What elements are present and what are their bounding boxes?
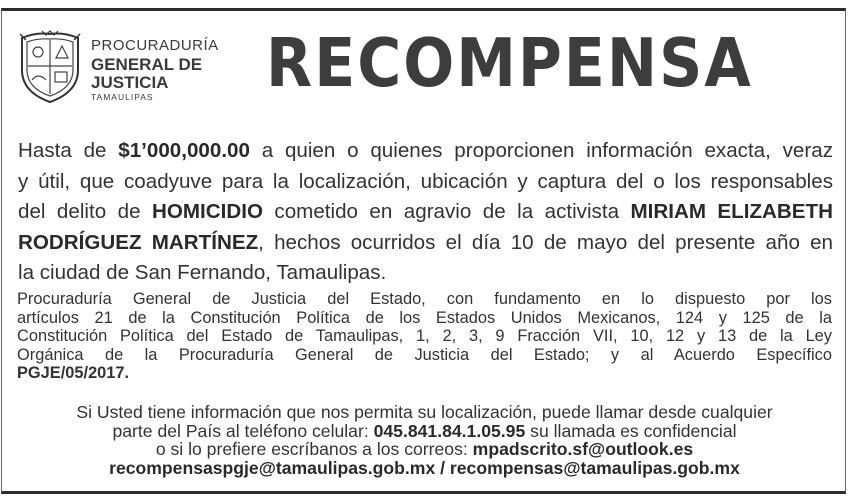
legal-line: artículos 21 de la Constitución Política de los Estados Unidos Mexicanos, 124 y 125 de la (17, 308, 832, 327)
victim-name-first: MIRIAM ELIZABETH (630, 200, 833, 223)
page-title: RECOMPENSA (266, 24, 753, 103)
reward-amount: $1’000,000.00 (118, 139, 250, 162)
contact-line (17, 440, 832, 459)
institution-logo-text (91, 38, 261, 102)
legal-line: Constitución Política del Estado de Tamaulipas, 1, 2, 3, 9 Fracción VII, 10, 12 y 13 de la Ley (17, 327, 832, 345)
reward-text: , hechos ocurridos el día 10 de mayo del presente año en (258, 230, 834, 254)
reward-text: Hasta de (18, 139, 119, 162)
contact-paragraph (17, 403, 832, 478)
email-link[interactable]: recompensaspgje@tamaulipas.gob.mx (109, 458, 436, 479)
org-name-line2: GENERAL DE (91, 55, 203, 74)
legal-line: Procuraduría General de Justicia del Estado, con fundamento en lo dispuesto por los (17, 290, 832, 308)
reward-line (18, 228, 833, 259)
org-name-line4: TAMAULIPAS (91, 92, 154, 102)
reward-line (18, 167, 833, 198)
reward-line (18, 136, 833, 167)
crime-type: HOMICIDIO (151, 200, 263, 223)
reward-text: a quien o quienes proporcionen información exacta, veraz (249, 139, 833, 162)
reward-line (18, 197, 833, 228)
tamaulipas-coat-of-arms-icon (18, 30, 82, 104)
email-separator: / (435, 458, 450, 479)
agreement-number (17, 364, 832, 383)
email-link[interactable]: mpadscrito.sf@outlook.es (472, 439, 694, 460)
reward-paragraph (18, 136, 833, 289)
reward-text: del delito de (18, 200, 152, 223)
reward-text: la ciudad de San Fernando, Tamaulipas. (18, 261, 387, 284)
phone-number[interactable]: 045.841.84.1.05.95 (373, 420, 526, 441)
email-link[interactable]: recompensas@tamaulipas.gob.mx (449, 458, 740, 479)
contact-text: o si lo prefiere escríbanos a los correos: (155, 439, 473, 460)
legal-line: Orgánica de la Procuraduría General de Justicia del Estado; y al Acuerdo Específico (17, 345, 832, 364)
contact-line: Si Usted tiene información que nos permita su localización, puede llamar desde cualquier (76, 402, 773, 422)
contact-line (17, 459, 832, 478)
reward-text: y útil, que coadyuve para la localización, ubicación y captura del o los responsables (18, 169, 833, 193)
org-name-line3: JUSTICIA (91, 73, 169, 92)
reward-line (18, 258, 833, 289)
victim-name-last: RODRÍGUEZ MARTÍNEZ (18, 230, 259, 254)
contact-text: su llamada es confidencial (525, 420, 737, 441)
reward-text: cometido en agravio de la activista (262, 200, 631, 223)
org-name-line1: PROCURADURÍA (91, 37, 219, 54)
contact-text: parte del País al teléfono celular: (112, 420, 374, 441)
legal-basis-paragraph (17, 290, 832, 383)
contact-line (17, 422, 832, 441)
agreement-code: PGJE/05/2017. (17, 364, 130, 382)
